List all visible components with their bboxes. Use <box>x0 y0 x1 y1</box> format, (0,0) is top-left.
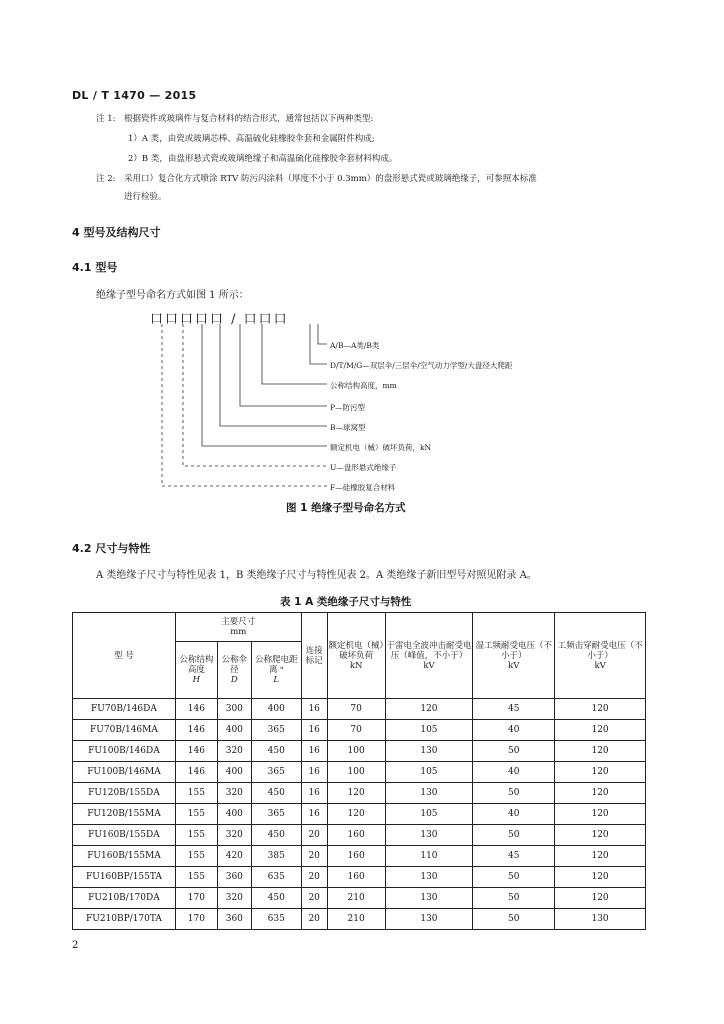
note-1-item-b: 2）B 类，由盘形悬式瓷或玻璃绝缘子和高温硫化硅橡胶伞套材料构成。 <box>128 154 398 164</box>
cell-model: FU120B/155DA <box>73 783 176 804</box>
diagram-label-disc: U—盘形悬式绝缘子 <box>330 463 397 472</box>
cell-connection: 20 <box>301 888 327 909</box>
cell-height: 170 <box>175 888 217 909</box>
cell-model: FU120B/155MA <box>73 804 176 825</box>
cell-wet: 40 <box>473 762 555 783</box>
cell-puncture: 120 <box>555 720 646 741</box>
cell-rated-load: 100 <box>327 762 385 783</box>
cell-puncture: 120 <box>555 867 646 888</box>
cell-wet: 50 <box>473 825 555 846</box>
header-wet-voltage <box>473 613 555 699</box>
table-row <box>73 741 646 762</box>
header-model: 型 号 <box>73 613 176 699</box>
cell-connection: 16 <box>301 699 327 720</box>
cell-creepage: 365 <box>251 720 301 741</box>
cell-wet: 50 <box>473 909 555 930</box>
diagram-label-material: F—硅橡胶复合材料 <box>330 483 396 492</box>
diagram-label-load: 额定机电（械）破坏负荷，kN <box>330 443 432 452</box>
cell-rated-load: 120 <box>327 783 385 804</box>
figure-1-caption: 图 1 绝缘子型号命名方式 <box>286 502 406 514</box>
cell-creepage: 635 <box>251 867 301 888</box>
section-4-1-heading: 4.1 型号 <box>72 261 118 274</box>
header-main-dimensions-unit: mm <box>230 627 247 637</box>
cell-connection: 20 <box>301 867 327 888</box>
cell-height: 146 <box>175 699 217 720</box>
table-row <box>73 720 646 741</box>
header-diameter <box>217 642 251 699</box>
header-height <box>175 642 217 699</box>
cell-impulse: 105 <box>385 762 473 783</box>
note-1-text: 根据瓷件或玻璃件与复合材料的结合形式，通常包括以下两种类型: <box>124 114 374 124</box>
header-rated-load-unit: kN <box>349 660 363 671</box>
cell-connection: 16 <box>301 741 327 762</box>
table-row <box>73 804 646 825</box>
table-row <box>73 888 646 909</box>
table-1-caption: 表 1 A 类绝缘子尺寸与特性 <box>280 596 412 608</box>
cell-puncture: 120 <box>555 888 646 909</box>
cell-rated-load: 210 <box>327 909 385 930</box>
diagram-leader-lines <box>150 308 500 493</box>
cell-impulse: 105 <box>385 804 473 825</box>
cell-rated-load: 70 <box>327 699 385 720</box>
cell-rated-load: 120 <box>327 804 385 825</box>
cell-height: 155 <box>175 825 217 846</box>
note-2-text: 采用口）复合化方式喷涂 RTV 防污闪涂料（厚度不小于 0.3mm）的盘形悬式瓷或玻璃绝缘子，可参照本标准 <box>124 174 537 184</box>
table-1 <box>72 612 646 930</box>
cell-puncture: 120 <box>555 783 646 804</box>
cell-connection: 20 <box>301 846 327 867</box>
section-4-heading: 4 型号及结构尺寸 <box>72 226 161 239</box>
header-creepage-label: 公称爬电距离 ᵃ <box>254 655 298 675</box>
cell-puncture: 120 <box>555 741 646 762</box>
cell-height: 155 <box>175 783 217 804</box>
cell-creepage: 365 <box>251 804 301 825</box>
cell-connection: 16 <box>301 804 327 825</box>
diagram-label-antifog: P—防污型 <box>330 403 366 412</box>
cell-diameter: 400 <box>217 762 251 783</box>
cell-connection: 16 <box>301 762 327 783</box>
document-header: DL / T 1470 — 2015 <box>72 89 197 102</box>
cell-creepage: 450 <box>251 741 301 762</box>
header-diameter-label: 公称伞径 <box>221 655 248 675</box>
cell-puncture: 120 <box>555 699 646 720</box>
cell-creepage: 450 <box>251 825 301 846</box>
cell-model: FU160B/155MA <box>73 846 176 867</box>
model-code-boxes: 口口口口口 / 口口口 <box>150 312 289 327</box>
model-naming-diagram <box>150 308 513 493</box>
table-1-body <box>73 699 646 930</box>
cell-rated-load: 160 <box>327 825 385 846</box>
header-height-label: 公称结构高度 <box>179 655 214 675</box>
cell-rated-load: 70 <box>327 720 385 741</box>
table-row <box>73 699 646 720</box>
cell-height: 170 <box>175 909 217 930</box>
cell-creepage: 385 <box>251 846 301 867</box>
cell-connection: 16 <box>301 720 327 741</box>
header-puncture-voltage <box>555 613 646 699</box>
cell-model: FU100B/146MA <box>73 762 176 783</box>
cell-wet: 45 <box>473 699 555 720</box>
header-puncture-voltage-unit: kV <box>594 660 606 671</box>
cell-impulse: 105 <box>385 720 473 741</box>
cell-model: FU210BP/170TA <box>73 909 176 930</box>
cell-wet: 50 <box>473 888 555 909</box>
cell-diameter: 320 <box>217 783 251 804</box>
cell-connection: 16 <box>301 783 327 804</box>
header-wet-voltage-unit: kV <box>508 660 520 671</box>
header-impulse-voltage-label: 干雷电全波冲击耐受电压（峰值，不小于） <box>386 640 472 661</box>
cell-model: FU160BP/155TA <box>73 867 176 888</box>
cell-height: 155 <box>175 846 217 867</box>
cell-creepage: 635 <box>251 909 301 930</box>
note-2-label: 注 2: <box>96 174 116 184</box>
cell-creepage: 400 <box>251 699 301 720</box>
header-rated-load <box>327 613 385 699</box>
cell-impulse: 130 <box>385 888 473 909</box>
cell-impulse: 130 <box>385 909 473 930</box>
cell-puncture: 130 <box>555 909 646 930</box>
header-wet-voltage-label: 湿工频耐受电压（不小于） <box>475 640 553 661</box>
cell-puncture: 120 <box>555 825 646 846</box>
cell-rated-load: 100 <box>327 741 385 762</box>
table-row <box>73 825 646 846</box>
table-row <box>73 762 646 783</box>
cell-puncture: 120 <box>555 762 646 783</box>
cell-diameter: 360 <box>217 867 251 888</box>
note-2-continuation: 进行检验。 <box>124 192 167 202</box>
diagram-label-ball-socket: B—球窝型 <box>330 423 366 432</box>
cell-diameter: 320 <box>217 825 251 846</box>
table-row <box>73 867 646 888</box>
cell-connection: 20 <box>301 909 327 930</box>
header-diameter-symbol: D <box>230 675 238 685</box>
cell-impulse: 130 <box>385 783 473 804</box>
cell-wet: 40 <box>473 720 555 741</box>
header-height-symbol: H <box>192 675 201 685</box>
cell-height: 146 <box>175 741 217 762</box>
table-row <box>73 846 646 867</box>
cell-rated-load: 160 <box>327 846 385 867</box>
header-main-dimensions <box>175 613 301 642</box>
cell-rated-load: 210 <box>327 888 385 909</box>
cell-model: FU70B/146MA <box>73 720 176 741</box>
section-4-2-heading: 4.2 尺寸与特性 <box>72 542 151 555</box>
cell-wet: 50 <box>473 867 555 888</box>
section-4-2-intro: A 类绝缘子尺寸与特性见表 1，B 类绝缘子尺寸与特性见表 2。A 类绝缘子新旧型号对照见附录 A。 <box>96 570 537 581</box>
header-main-dimensions-label: 主要尺寸 <box>221 617 256 627</box>
cell-model: FU100B/146DA <box>73 741 176 762</box>
cell-diameter: 400 <box>217 804 251 825</box>
header-connection: 连接标记 <box>301 613 327 699</box>
cell-model: FU70B/146DA <box>73 699 176 720</box>
cell-creepage: 450 <box>251 888 301 909</box>
cell-diameter: 320 <box>217 888 251 909</box>
cell-puncture: 120 <box>555 846 646 867</box>
cell-impulse: 130 <box>385 825 473 846</box>
cell-model: FU210B/170DA <box>73 888 176 909</box>
cell-diameter: 320 <box>217 741 251 762</box>
header-creepage <box>251 642 301 699</box>
diagram-label-type: A/B—A类/B类 <box>330 341 380 350</box>
cell-rated-load: 160 <box>327 867 385 888</box>
header-creepage-symbol: L <box>273 675 280 685</box>
cell-wet: 45 <box>473 846 555 867</box>
cell-creepage: 365 <box>251 762 301 783</box>
cell-diameter: 360 <box>217 909 251 930</box>
cell-impulse: 130 <box>385 867 473 888</box>
header-impulse-voltage-unit: kV <box>423 660 435 671</box>
note-1-item-a: 1）A 类，由瓷或玻璃芯棒、高温硫化硅橡胶伞套和金属附件构成; <box>128 134 375 144</box>
diagram-label-height: 公称结构高度，mm <box>330 381 397 390</box>
cell-wet: 50 <box>473 741 555 762</box>
header-rated-load-label: 额定机电（械）破坏负荷 <box>328 640 384 661</box>
cell-height: 146 <box>175 762 217 783</box>
table-row <box>73 909 646 930</box>
table-row <box>73 783 646 804</box>
cell-impulse: 110 <box>385 846 473 867</box>
note-1-label: 注 1: <box>96 114 116 124</box>
header-impulse-voltage <box>385 613 473 699</box>
cell-height: 146 <box>175 720 217 741</box>
cell-impulse: 130 <box>385 741 473 762</box>
header-puncture-voltage-label: 工频击穿耐受电压（不小于） <box>557 640 643 661</box>
cell-creepage: 450 <box>251 783 301 804</box>
cell-wet: 40 <box>473 804 555 825</box>
cell-diameter: 300 <box>217 699 251 720</box>
section-4-1-intro: 绝缘子型号命名方式如图 1 所示： <box>96 290 249 301</box>
diagram-label-shed: D/T/M/G—双层伞/三层伞/空气动力学型/大盘径大爬距 <box>330 361 513 370</box>
cell-wet: 50 <box>473 783 555 804</box>
cell-diameter: 420 <box>217 846 251 867</box>
cell-height: 155 <box>175 867 217 888</box>
cell-diameter: 400 <box>217 720 251 741</box>
cell-connection: 20 <box>301 825 327 846</box>
page-number: 2 <box>72 940 79 951</box>
cell-impulse: 120 <box>385 699 473 720</box>
cell-height: 155 <box>175 804 217 825</box>
cell-puncture: 120 <box>555 804 646 825</box>
cell-model: FU160B/155DA <box>73 825 176 846</box>
